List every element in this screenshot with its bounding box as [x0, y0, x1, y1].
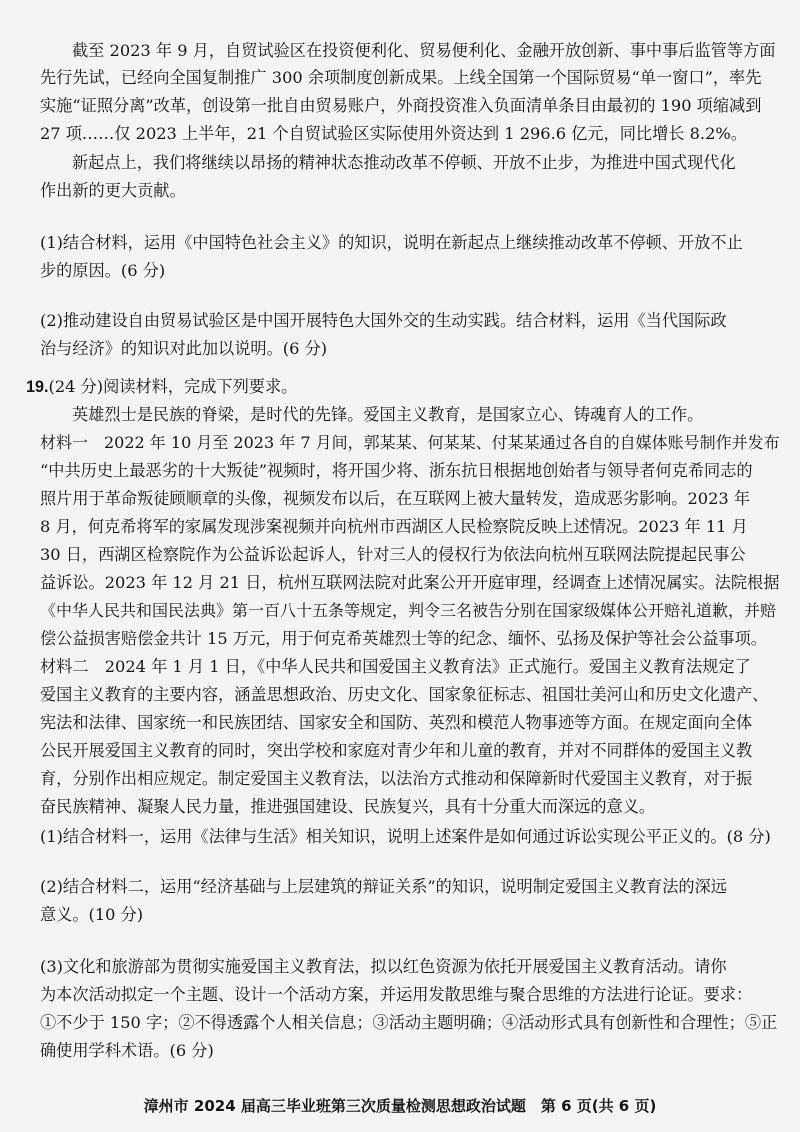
text-line: 8 月，何克希将军的家属发现涉案视频并向杭州市西湖区人民检察院反映上述情况。2023 年 11 月 [40, 517, 748, 536]
text-line: 偿公益损害赔偿金共计 15 万元，用于何克希英雄烈士等的纪念、缅怀、弘扬及保护等社会公益事项。 [40, 629, 767, 648]
text-line: 确使用学科术语。(6 分) [40, 1041, 214, 1060]
text-line: 公民开展爱国主义教育的同时，突出学校和家庭对青少年和儿童的教育，并对不同群体的爱国主义教 [40, 741, 753, 760]
text-line: ①不少于 150 字；②不得透露个人相关信息；③活动主题明确；④活动形式具有创新性和合理性；⑤正 [40, 1013, 778, 1032]
text-line: (1)结合材料，运用《中国特色社会主义》的知识，说明在新起点上继续推动改革不停顿、开放不止 [40, 233, 743, 252]
text-line: 奋民族精神、凝聚人民力量，推进强国建设、民族复兴，具有十分重大而深远的意义。 [40, 797, 656, 816]
text-line: 为本次活动拟定一个主题、设计一个活动方案，并运用发散思维与聚合思维的方法进行论证。要求： [40, 985, 753, 1004]
text-line: 《中华人民共和国民法典》第一百八十五条等规定，判令三名被告分别在国家级媒体公开赔礼道歉，并赔 [40, 601, 777, 620]
text-line: (1)结合材料一，运用《法律与生活》相关知识，说明上述案件是如何通过诉讼实现公平正义的。(8 分) [40, 827, 771, 846]
text-line: “中共历史上最恶劣的十大叛徒”视频时，将开国少将、浙东抗日根据地创始者与领导者何克希同志的 [40, 461, 753, 480]
text-line: 27 项……仅 2023 上半年，21 个自贸试验区实际使用外资达到 1 296.6 亿元，同比增长 8.2%。 [40, 124, 747, 143]
text-line: 材料一 2022 年 10 月至 2023 年 7 月间，郭某某、何某某、付某某通过各自的自媒体账号制作并发布 [40, 433, 780, 452]
text-line: 新起点上，我们将继续以昂扬的精神状态推动改革不停顿、开放不止步，为推进中国式现代化 [72, 153, 736, 172]
text-line: 照片用于革命叛徒顾顺章的头像，视频发布以后，在互联网上被大量转发，造成恶劣影响。2023 年 [40, 489, 751, 508]
text-line: 治与经济》的知识对此加以说明。(6 分) [40, 339, 328, 358]
text-line: 30 日，西湖区检察院作为公益诉讼起诉人，针对三人的侵权行为依法向杭州互联网法院提起民事公 [40, 545, 746, 564]
text-line: (2)推动建设自由贸易试验区是中国开展特色大国外交的生动实践。结合材料，运用《当代国际政 [40, 311, 727, 330]
text-line: 步的原因。(6 分) [40, 261, 166, 280]
text-line: 材料二 2024 年 1 月 1 日，《中华人民共和国爱国主义教育法》正式施行。爱国主义教育法规定了 [40, 657, 751, 676]
text-line: (3)文化和旅游部为贯彻实施爱国主义教育法，拟以红色资源为依托开展爱国主义教育活动。请你 [40, 957, 727, 976]
text-line: 意义。(10 分) [40, 905, 144, 924]
text-line: 爱国主义教育的主要内容，涵盖思想政治、历史文化、国家象征标志、祖国壮美河山和历史文化遗产、 [40, 685, 769, 704]
text-line: 先行先试，已经向全国复制推广 300 余项制度创新成果。上线全国第一个国际贸易“单一窗口”，率先 [40, 68, 762, 87]
text-line: 益诉讼。2023 年 12 月 21 日，杭州互联网法院对此案公开开庭审理，经调查上述情况属实。法院根据 [40, 573, 780, 592]
page-footer: 漳州市 2024 届高三毕业班第三次质量检测思想政治试题 第 6 页(共 6 页) [143, 1097, 657, 1115]
question-19-header [26, 376, 297, 398]
question-intro: 英雄烈士是民族的脊梁，是时代的先锋。爱国主义教育，是国家立心、铸魂育人的工作。 [72, 405, 704, 424]
text-line: 宪法和法律、国家统一和民族团结、国家安全和国防、英烈和模范人物事迹等方面。在规定面向全体 [40, 713, 753, 732]
text-line: 截至 2023 年 9 月，自贸试验区在投资便利化、贸易便利化、金融开放创新、事中事后监管等方面 [72, 41, 776, 60]
text-line: 育，分别作出相应规定。制定爱国主义教育法，以法治方式推动和保障新时代爱国主义教育，对于振 [40, 769, 753, 788]
question-header: (24 分)阅读材料，完成下列要求。 [48, 377, 298, 396]
text-line: 实施“证照分离”改革，创设第一批自由贸易账户，外商投资准入负面清单条目由最初的 190 项缩减到 [40, 96, 762, 115]
text-line: (2)结合材料二，运用“经济基础与上层建筑的辩证关系”的知识，说明制定爱国主义教育法的深远 [40, 877, 727, 896]
text-line: 作出新的更大贡献。 [40, 181, 186, 200]
question-number: 19. [26, 378, 49, 396]
